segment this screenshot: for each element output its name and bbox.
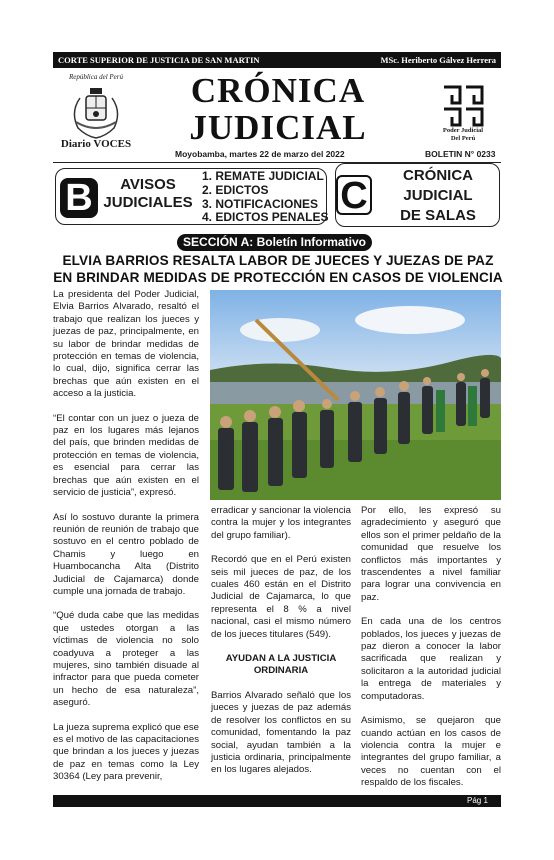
bulletin-number: BOLETIN N° 0233 (425, 149, 496, 159)
paragraph: En cada una de los centros poblados, los jueces y juezas de paz dieron a conocer la labor sacrificada que realizan y solicitaron a la autoridad judicial la entrega de materiales y computadoras. (361, 616, 501, 702)
paragraph: Asimismo, se quejaron que cuando actúan en los casos de violencia contra la mujer e integrantes del grupo familiar, a veces no cuentan con el respaldo de los fiscales. (361, 715, 501, 789)
top-bar (53, 52, 501, 68)
court-name: CORTE SUPERIOR DE JUSTICIA DE SAN MARTIN (58, 55, 260, 65)
paragraph: “Qué duda cabe que las medidas que ustedes otorgan a las víctimas de violencia no solo coadyuva a proteger a las mujeres, sino también disuade al infractor para que pueda cometer un hecho de esa naturaleza”, aseguró. (53, 610, 199, 709)
index-item[interactable]: 3. NOTIFICACIONES (202, 196, 319, 211)
editor-name: MSc. Heriberto Gálvez Herrera (380, 55, 496, 65)
paragraph: “El contar con un juez o jueza de paz en los lugares más lejanos del país, que brinden medidas de protección en temas de violencia, es esencial para cerrar las brechas que aún existen en el servicio de justicia”, expresó. (53, 412, 199, 499)
diario-label: Diario VOCES (60, 138, 132, 150)
paragraph: Recordó que en el Perú existen seis mil jueces de paz, de los cuales 460 están en el Distrito Judicial de Cajamarca, lo que representa el 8 % a nivel nacional, casi el mismo número de los jueces titulares (549). (211, 554, 351, 640)
index-letter-c: C (336, 175, 372, 215)
index-letter-b: B (60, 178, 98, 218)
paragraph: La jueza suprema explicó que ese es el motivo de las capacitaciones que brindan a los jueces y juezas de paz en temas como la Ley 30364 (Ley para prevenir, (53, 721, 199, 783)
index-item[interactable]: 2. EDICTOS (202, 182, 269, 197)
paragraph: Por ello, les expresó su agradecimiento y aseguró que ellos son el primer peldaño de la comunidad que resuelve los conflictos más importantes y trascendentes a nivel familiar para lograr una convivencia en paz. (361, 505, 501, 603)
section-badge: SECCIÓN A: Boletín Informativo (177, 234, 372, 251)
column-1 (53, 289, 199, 784)
article-photo (210, 290, 501, 500)
subheading: AYUDAN A LA JUSTICIA ORDINARIA (225, 653, 337, 677)
cronica-salas-label: CRÓNICA JUDICIAL DE SALAS (400, 167, 476, 224)
paragraph: erradicar y sancionar la violencia contra la mujer y los integrantes del grupo familiar). (211, 505, 351, 541)
masthead (160, 72, 396, 146)
column-3 (361, 505, 501, 790)
index-item[interactable]: 1. REMATE JUDICIAL (202, 169, 324, 183)
dateline: Moyobamba, martes 22 de marzo del 2022 (175, 149, 345, 159)
avisos-judiciales-label: AVISOS JUDICIALES (103, 176, 193, 211)
paragraph: Así lo sostuvo durante la primera reunión de reunión de trabajo que sostuvo en el centro poblado de Chamis y luego en Huambocancha Alta (Distrito Judicial de Cajamarca) donde cumple una jornada de trabajo. (53, 511, 199, 597)
paragraph: La presidenta del Poder Judicial, Elvia Barrios Alvarado, resaltó el trabajo que realizan los jueces y juezas de paz, principalmente, en su labor de brindar medidas de protección en temas de violencia, lo cual, dijo, significa cerrar las brechas que aún existen en el acceso a la justicia. (53, 289, 199, 400)
column-2 (211, 505, 351, 777)
article-headline: ELVIA BARRIOS RESALTA LABOR DE JUECES Y JUEZAS DE PAZ EN BRINDAR MEDIDAS DE PROTECCIÓN EN CASOS DE VIOLENCIA (53, 253, 503, 285)
masthead-line2: JUDICIAL (189, 108, 367, 147)
paragraph: Barrios Alvarado señaló que los jueces y juezas de paz además de resolver los conflictos en su comunidad, fomentando la paz social, ayudan también a la justicia ordinaria, principalmente en los lugares alejados. (211, 689, 351, 776)
poder-judicial-logo-icon (441, 84, 485, 128)
masthead-line1: CRÓNICA (190, 71, 366, 110)
index-list (202, 170, 328, 225)
page-number: Pág 1 (467, 796, 488, 805)
seal-arc-text: República del Perú (68, 73, 124, 81)
footer-bar (53, 795, 501, 807)
poder-judicial-text: Poder Judicial Del Perú (442, 127, 484, 142)
index-item[interactable]: 4. EDICTOS PENALES (202, 210, 329, 225)
